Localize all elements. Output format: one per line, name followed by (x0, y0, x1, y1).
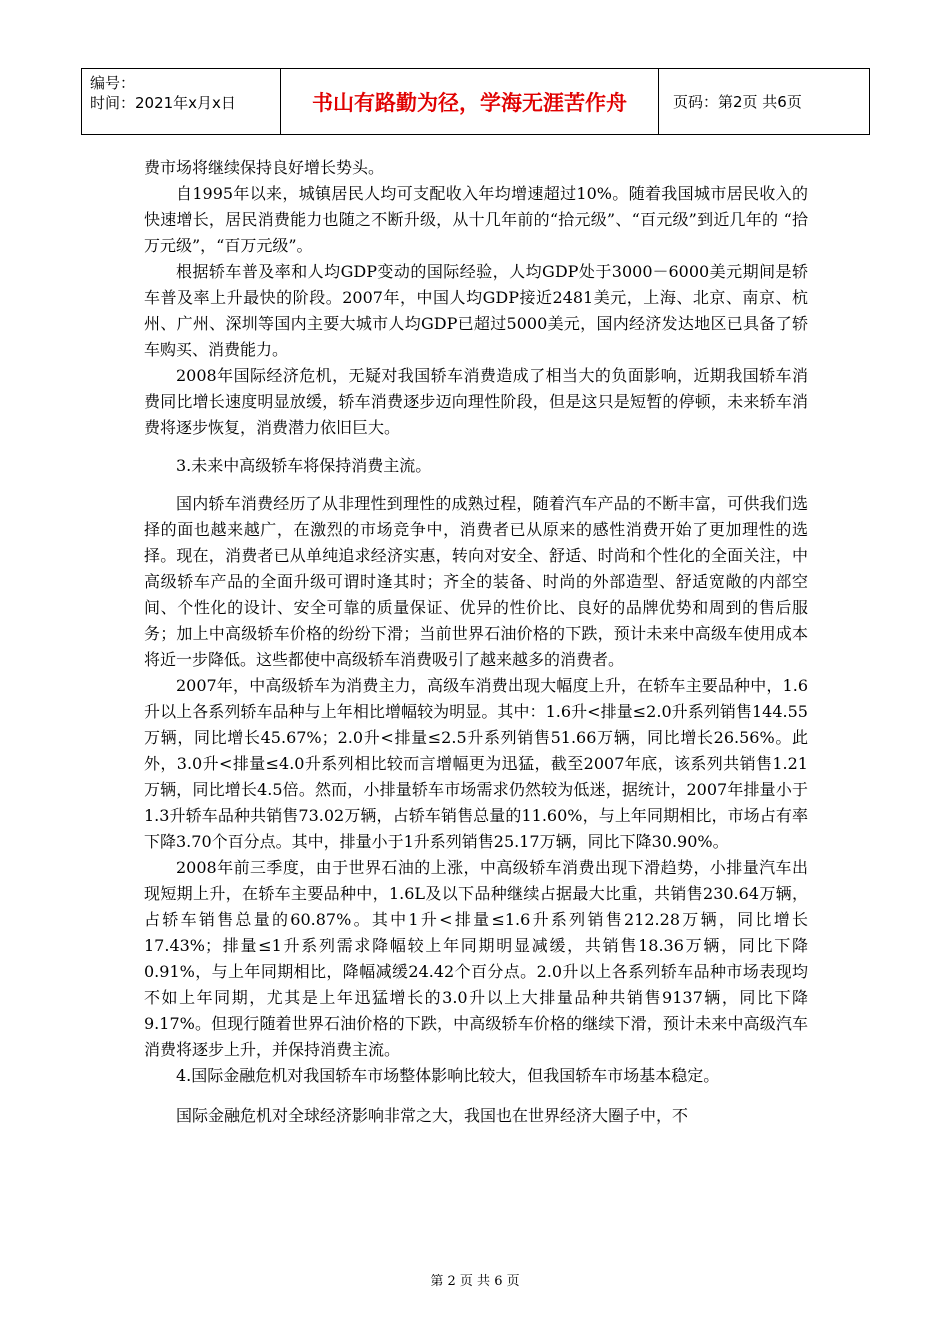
paragraph: 自1995年以来，城镇居民人均可支配收入年均增速超过10%。随着我国城市居民收入的快速增长，居民消费能力也随之不断升级，从十几年前的“拾元级”、“百元级”到近几年的 “拾万元级”，“百万元级”。 (144, 184, 808, 255)
paragraph: 2008年国际经济危机，无疑对我国轿车消费造成了相当大的负面影响，近期我国轿车消费同比增长速度明显放缓，轿车消费逐步迈向理性阶段，但是这只是短暂的停顿，未来轿车消费将逐步恢复，消费潜力依旧巨大。 (144, 366, 808, 437)
header-motto: 书山有路勤为径，学海无涯苦作舟 (281, 69, 659, 134)
document-body (144, 155, 808, 1129)
paragraph: 2008年前三季度，由于世界石油的上涨，中高级轿车消费出现下滑趋势，小排量汽车出现短期上升，在轿车主要品种中，1.6L及以下品种继续占据最大比重，共销售230.64万辆，占轿车销售总量的60.87%。其中1升<排量≤1.6升系列销售212.28万辆，同比增长17.43%；排量≤1升系列需求降幅较上年同期明显减缓，共销售18.36万辆，同比下降0.91%，与上年同期相比，降幅减缓24.42个百分点。2.0升以上各系列轿车品种市场表现均不如上年同期，尤其是上年迅猛增长的3.0升以上大排量品种共销售9137辆，同比下降9.17%。但现行随着世界石油价格的下跌，中高级轿车价格的继续下滑，预计未来中高级汽车消费将逐步上升，并保持消费主流。 (144, 858, 808, 1059)
page-footer: 第 2 页 共 6 页 (430, 1274, 520, 1289)
paragraph: 国际金融危机对全球经济影响非常之大，我国也在世界经济大圈子中，不 (176, 1106, 689, 1125)
header-page: 页码：第2页 共6页 (673, 93, 802, 111)
paragraph: 2007年，中高级轿车为消费主力，高级车消费出现大幅度上升，在轿车主要品种中，1.6升以上各系列轿车品种与上年相比增幅较为明显。其中：1.6升<排量≤2.0升系列销售144.55万辆，同比增长45.67%；2.0升<排量≤2.5升系列销售51.66万辆，同比增长26.56%。此外，3.0升<排量≤4.0升系列相比较而言增幅更为迅猛，截至2007年底，该系列共销售1.21万辆，同比增长4.5倍。然而，小排量轿车市场需求仍然较为低迷，据统计，2007年排量小于1.3升轿车品种共销售73.02万辆，占轿车销售总量的11.60%，与上年同期相比，市场占有率下降3.70个百分点。其中，排量小于1升系列销售25.17万辆，同比下降30.90%。 (144, 676, 808, 851)
section-heading: 3.未来中高级轿车将保持消费主流。 (176, 456, 432, 475)
paragraph: 国内轿车消费经历了从非理性到理性的成熟过程，随着汽车产品的不断丰富，可供我们选择的面也越来越广，在激烈的市场竞争中，消费者已从原来的感性消费开始了更加理性的选择。现在，消费者已从单纯追求经济实惠，转向对安全、舒适、时尚和个性化的全面关注，中高级轿车产品的全面升级可谓时逢其时；齐全的装备、时尚的外部造型、舒适宽敞的内部空间、个性化的设计、安全可靠的质量保证、优异的性价比、良好的品牌优势和周到的售后服务；加上中高级轿车价格的纷纷下滑；当前世界石油价格的下跌，预计未来中高级车使用成本将近一步降低。这些都使中高级轿车消费吸引了越来越多的消费者。 (144, 494, 808, 669)
header-number: 编号： (90, 74, 136, 92)
document-header (81, 68, 870, 135)
section-heading: 4.国际金融危机对我国轿车市场整体影响比较大，但我国轿车市场基本稳定。 (176, 1066, 720, 1085)
header-meta (82, 69, 281, 134)
paragraph-continuation: 费市场将继续保持良好增长势头。 (144, 158, 385, 177)
paragraph: 根据轿车普及率和人均GDP变动的国际经验，人均GDP处于3000－6000美元期间是轿车普及率上升最快的阶段。2007年，中国人均GDP接近2481美元，上海、北京、南京、杭州、广州、深圳等国内主要大城市人均GDP已超过5000美元，国内经济发达地区已具备了轿车购买、消费能力。 (144, 262, 808, 359)
header-time: 时间：2021年x月x日 (90, 94, 236, 112)
